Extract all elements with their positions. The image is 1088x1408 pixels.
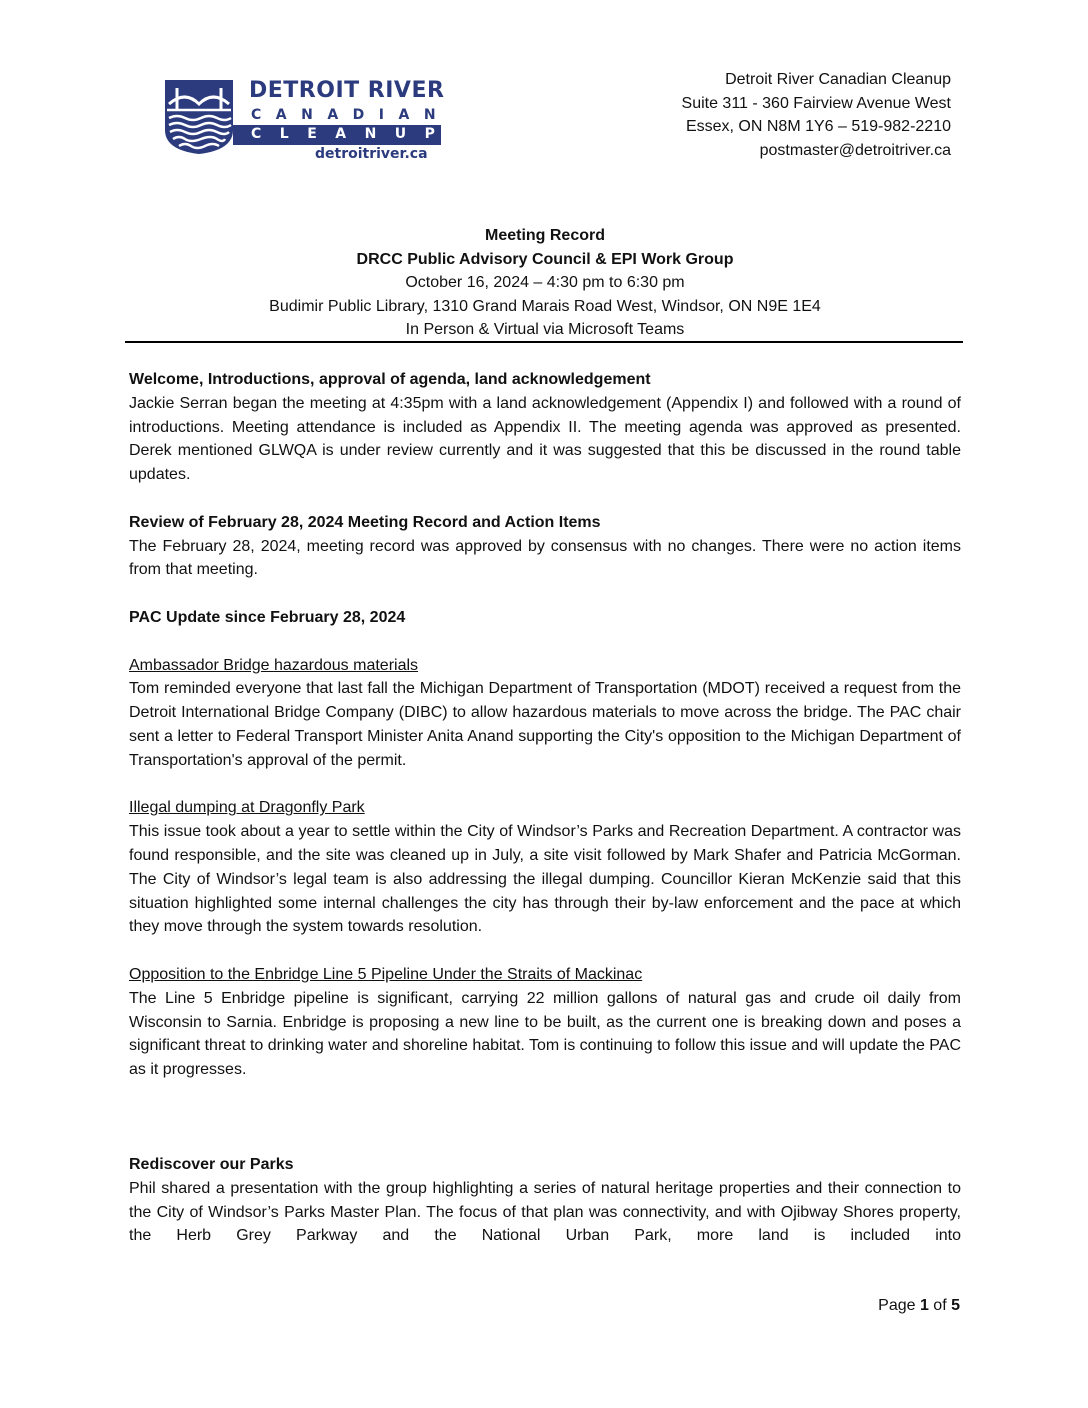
subsection-title: Opposition to the Enbridge Line 5 Pipeline Under the Straits of Mackinac: [129, 965, 643, 983]
page-current: 1: [919, 1297, 929, 1314]
drcc-logo: [165, 78, 454, 166]
logo-subtitle: CANADIAN: [251, 107, 451, 123]
section-heading: Welcome, Introductions, approval of agenda, land acknowledgement: [129, 371, 651, 388]
subsection-title: Ambassador Bridge hazardous materials: [129, 656, 419, 674]
meeting-format: In Person & Virtual via Microsoft Teams: [405, 321, 685, 338]
logo-band-text: CLEANUP: [251, 126, 454, 142]
logo-band: [233, 125, 454, 145]
section-heading: Review of February 28, 2024 Meeting Record and Action Items: [129, 513, 601, 531]
meeting-location: Budimir Public Library, 1310 Grand Marais Road West, Windsor, ON N9E 1E4: [269, 297, 821, 315]
subsection-body: The Line 5 Enbridge pipeline is significant, carrying 22 million gallons of natural gas and crude oil daily from Wisconsin to Sarnia. Enbridge is proposing a new line to be built, as the current one is breaking down and poses a significant threat to drinking water and shoreline habitat. Tom is continuing to follow this issue and will update the PAC as it progresses.: [129, 989, 961, 1079]
subsection-dragonfly-park: [129, 796, 961, 939]
section-heading: Rediscover our Parks: [129, 1155, 294, 1173]
section-body: The February 28, 2024, meeting record was approved by consensus with no changes. There were no action items from that meeting.: [129, 537, 961, 579]
subsection-body: This issue took about a year to settle within the City of Windsor’s Parks and Recreation Department. A contractor was found responsible, and the site was cleaned up in July, a site visit followed by Mark Shafer and Patricia McGorman. The City of Windsor’s legal team is also addressing the illegal dumping. Councillor Kieran McKenzie said that this situation highlighted some internal challenges the city has through their by-law enforcement and the pace at which they move through the system towards resolution.: [129, 823, 961, 936]
logo-url: detroitriver.ca: [315, 146, 428, 162]
subsection-body: Tom reminded everyone that last fall the Michigan Department of Transportation (MDOT) received a request from the Detroit International Bridge Company (DIBC) to allow hazardous materials to move across the bridge. The PAC chair sent a letter to Federal Transport Minister Anita Anand supporting the City's opposition to the Michigan Department of Transportation's approval of the permit.: [129, 680, 961, 769]
meeting-group: DRCC Public Advisory Council & EPI Work Group: [356, 250, 734, 268]
section-welcome: [129, 368, 961, 487]
document-title: Meeting Record: [484, 227, 605, 244]
address-org: Detroit River Canadian Cleanup: [725, 71, 951, 88]
page-total: 5: [951, 1297, 960, 1314]
logo-title: DETROIT RIVER: [249, 78, 445, 103]
meeting-header: [127, 224, 963, 342]
section-heading: PAC Update since February 28, 2024: [129, 608, 406, 626]
address-email: postmaster@detroitriver.ca: [759, 141, 951, 159]
address-city-phone: Essex, ON N8M 1Y6 – 519-982-2210: [685, 118, 951, 135]
section-rediscover-parks: [129, 1153, 961, 1248]
subsection-line5: [129, 963, 961, 1082]
address-street: Suite 311 - 360 Fairview Avenue West: [681, 94, 951, 112]
subsection-title: Illegal dumping at Dragonfly Park: [129, 799, 365, 817]
page-prefix: Page: [878, 1297, 920, 1314]
bridge-waves-icon: [165, 80, 233, 154]
address-block: [682, 68, 951, 162]
section-review: [129, 511, 961, 582]
section-body: Phil shared a presentation with the group highlighting a series of natural heritage properties and their connection to the City of Windsor’s Parks Master Plan. The focus of that plan was connectivity, and with Ojibway Shores property, the Herb Grey Parkway and the National Urban Park, more land is included into: [129, 1179, 961, 1245]
meeting-datetime: October 16, 2024 – 4:30 pm to 6:30 pm: [405, 274, 685, 291]
page-of: of: [928, 1297, 952, 1314]
section-pac-update: [129, 606, 961, 630]
header-divider: [125, 341, 963, 343]
page-number: [878, 1297, 960, 1315]
subsection-ambassador-bridge: [129, 654, 961, 773]
document-body: [129, 368, 961, 1248]
section-body: Jackie Serran began the meeting at 4:35pm with a land acknowledgement (Appendix I) and followed with a round of introductions. Meeting attendance is included as Appendix II. The meeting agenda was approved as presented. Derek mentioned GLWQA is under review currently and it was suggested that this be discussed in the round table updates.: [129, 394, 961, 484]
